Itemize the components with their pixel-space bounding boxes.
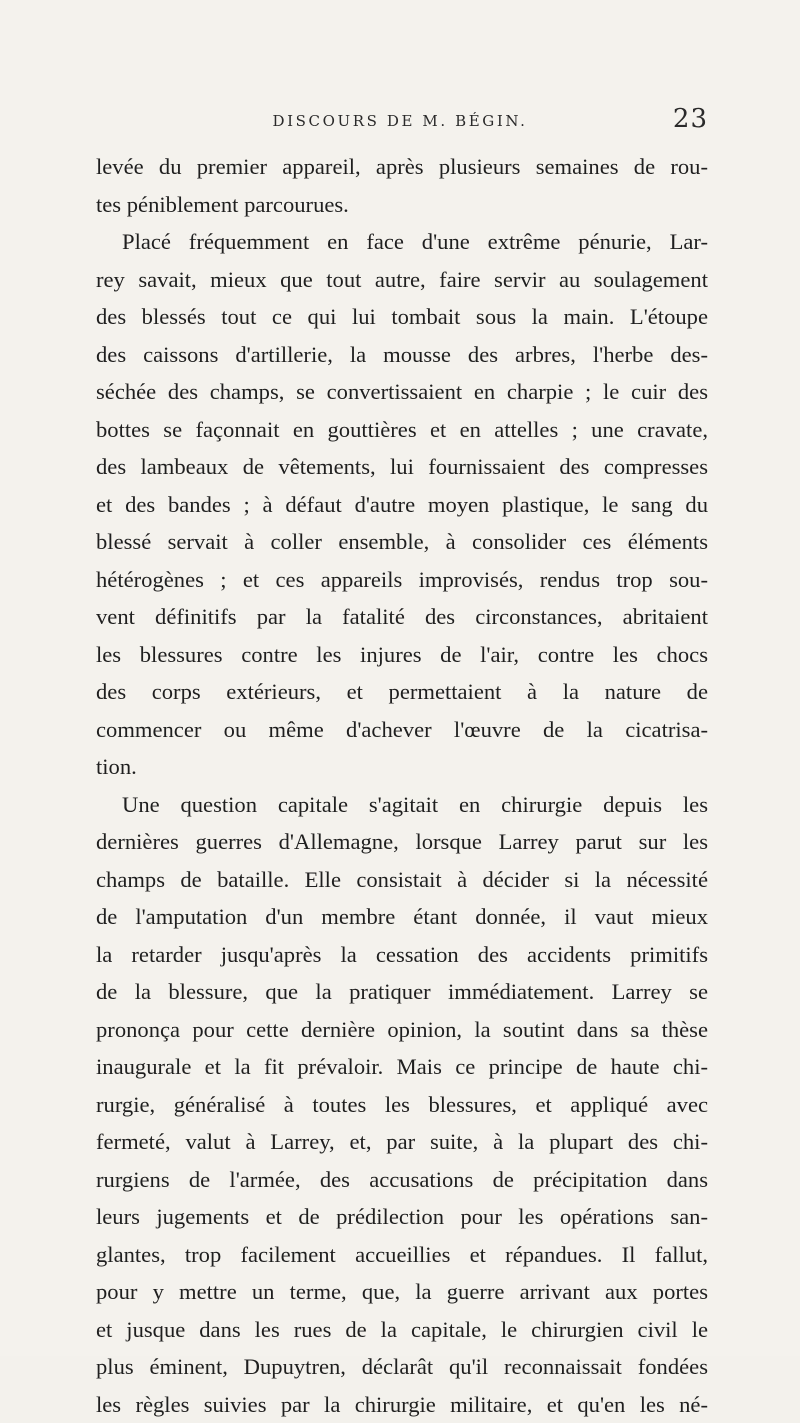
text-line: commencer ou même d'achever l'œuvre de la cicatrisa-	[96, 711, 708, 749]
text-line: inaugurale et la fit prévaloir. Mais ce principe de haute chi-	[96, 1048, 708, 1086]
text-line: les règles suivies par la chirurgie militaire, et qu'en les né-	[96, 1386, 708, 1423]
text-line: plus éminent, Dupuytren, déclarât qu'il reconnaissait fondées	[96, 1348, 708, 1386]
text-line: des caissons d'artillerie, la mousse des arbres, l'herbe des-	[96, 336, 708, 374]
text-line: Placé fréquemment en face d'une extrême pénurie, Lar-	[96, 223, 708, 261]
text-line: glantes, trop facilement accueillies et répandues. Il fallut,	[96, 1236, 708, 1274]
text-line: et jusque dans les rues de la capitale, le chirurgien civil le	[96, 1311, 708, 1349]
text-line: rey savait, mieux que tout autre, faire servir au soulagement	[96, 261, 708, 299]
text-line: et des bandes ; à défaut d'autre moyen plastique, le sang du	[96, 486, 708, 524]
text-line: bottes se façonnait en gouttières et en attelles ; une cravate,	[96, 411, 708, 449]
text-line: Une question capitale s'agitait en chirurgie depuis les	[96, 786, 708, 824]
text-line: de la blessure, que la pratiquer immédiatement. Larrey se	[96, 973, 708, 1011]
text-line: prononça pour cette dernière opinion, la soutint dans sa thèse	[96, 1011, 708, 1049]
text-line: hétérogènes ; et ces appareils improvisés, rendus trop sou-	[96, 561, 708, 599]
page-number: 23	[673, 104, 708, 134]
running-title: DISCOURS DE M. BÉGIN.	[0, 112, 800, 130]
text-line: champs de bataille. Elle consistait à décider si la nécessité	[96, 861, 708, 899]
text-line: tion.	[96, 748, 708, 786]
text-line: les blessures contre les injures de l'air, contre les chocs	[96, 636, 708, 674]
text-line: tes péniblement parcourues.	[96, 186, 708, 224]
text-line: pour y mettre un terme, que, la guerre arrivant aux portes	[96, 1273, 708, 1311]
text-line: des lambeaux de vêtements, lui fournissaient des compresses	[96, 448, 708, 486]
text-line: la retarder jusqu'après la cessation des accidents primitifs	[96, 936, 708, 974]
running-head	[0, 108, 800, 138]
text-line: dernières guerres d'Allemagne, lorsque Larrey parut sur les	[96, 823, 708, 861]
body-text	[96, 148, 708, 1423]
text-line: rurgiens de l'armée, des accusations de précipitation dans	[96, 1161, 708, 1199]
text-line: des corps extérieurs, et permettaient à la nature de	[96, 673, 708, 711]
text-line: blessé servait à coller ensemble, à consolider ces éléments	[96, 523, 708, 561]
text-line: séchée des champs, se convertissaient en charpie ; le cuir des	[96, 373, 708, 411]
text-line: levée du premier appareil, après plusieurs semaines de rou-	[96, 148, 708, 186]
text-line: de l'amputation d'un membre étant donnée, il vaut mieux	[96, 898, 708, 936]
text-line: fermeté, valut à Larrey, et, par suite, à la plupart des chi-	[96, 1123, 708, 1161]
text-line: des blessés tout ce qui lui tombait sous la main. L'étoupe	[96, 298, 708, 336]
text-line: rurgie, généralisé à toutes les blessures, et appliqué avec	[96, 1086, 708, 1124]
text-line: vent définitifs par la fatalité des circonstances, abritaient	[96, 598, 708, 636]
text-line: leurs jugements et de prédilection pour les opérations san-	[96, 1198, 708, 1236]
